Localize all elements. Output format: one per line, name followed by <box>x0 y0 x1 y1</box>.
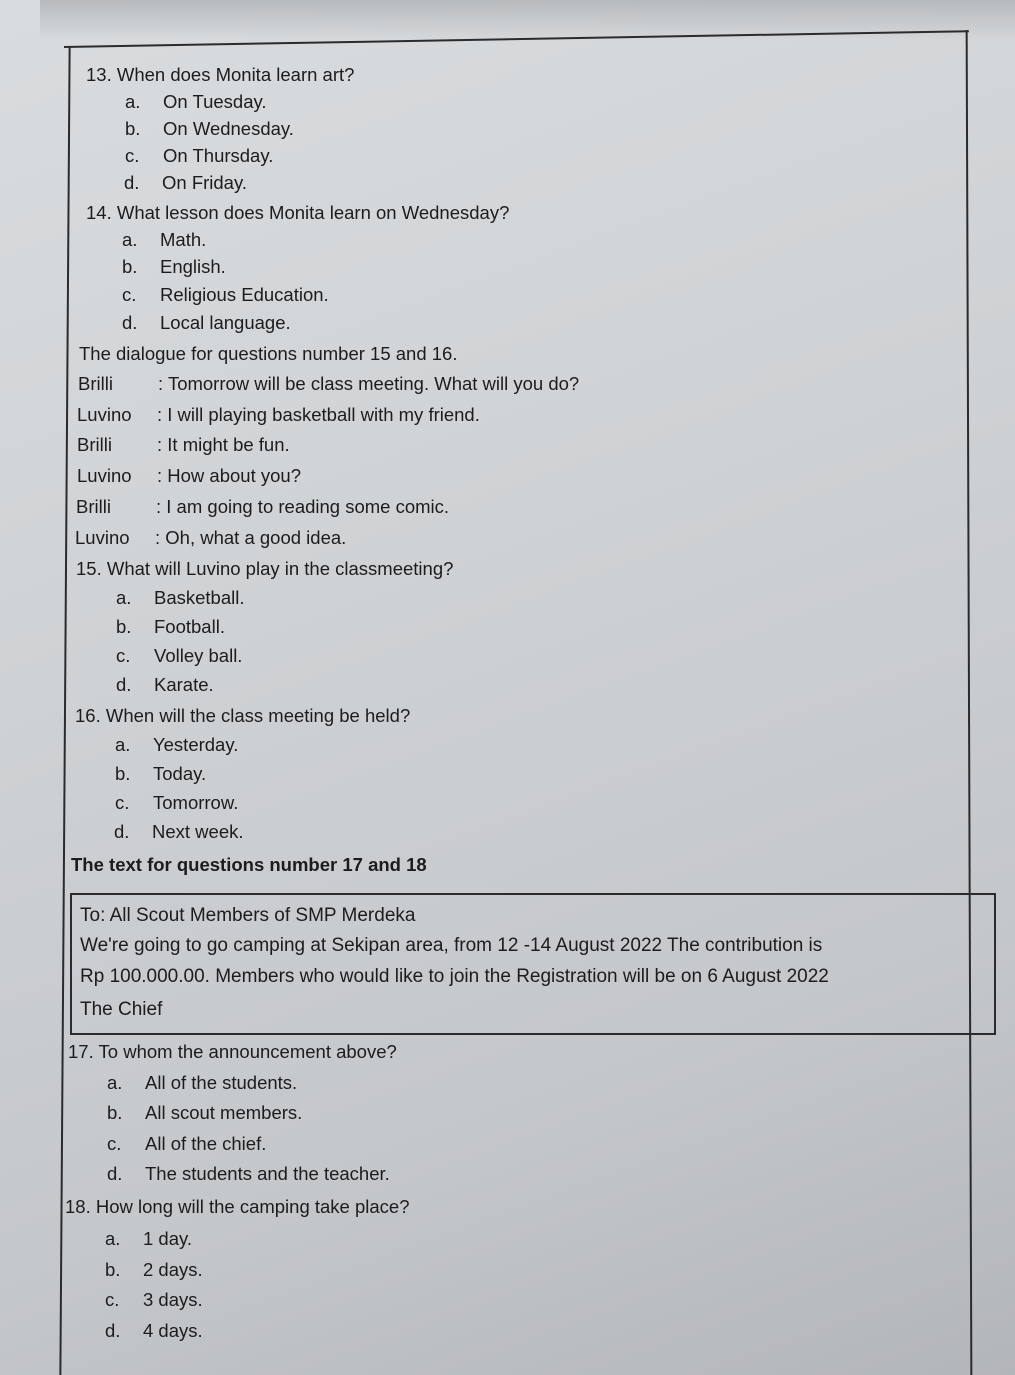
option-letter: a. <box>125 91 141 112</box>
question-17 <box>68 1041 397 1063</box>
option-letter: d. <box>107 1163 123 1184</box>
option-text: Religious Education. <box>160 284 329 305</box>
page-border-top <box>64 30 969 48</box>
option-text: Basketball. <box>154 587 245 608</box>
question-13-option-a <box>125 91 267 113</box>
option-letter: b. <box>116 616 132 637</box>
option-text: Today. <box>153 763 207 784</box>
question-17-option-b <box>107 1102 302 1124</box>
option-text: 4 days. <box>143 1320 203 1341</box>
question-18-option-a <box>105 1228 192 1250</box>
question-number: 15. <box>76 558 102 579</box>
announcement-recipient: To: All Scout Members of SMP Merdeka <box>80 905 416 926</box>
dialogue-line <box>77 404 480 426</box>
question-15-option-b <box>116 616 225 638</box>
option-text: Tomorrow. <box>153 792 239 813</box>
question-14-option-b <box>122 256 226 278</box>
option-letter: a. <box>122 229 138 250</box>
question-text: What lesson does Monita learn on Wednesday? <box>116 202 510 223</box>
option-text: All scout members. <box>145 1102 303 1123</box>
option-letter: d. <box>122 312 138 333</box>
dialogue-line <box>76 496 449 518</box>
question-15-option-a <box>116 587 245 609</box>
dialogue-text: : It might be fun. <box>157 434 290 455</box>
option-letter: c. <box>107 1133 122 1154</box>
dialogue-text: : Oh, what a good idea. <box>155 527 347 548</box>
dialogue-text: : I will playing basketball with my friend. <box>157 404 480 425</box>
option-letter: d. <box>116 674 132 695</box>
dialogue-line <box>75 527 346 549</box>
question-18-option-b <box>105 1259 203 1281</box>
dialogue-text: : How about you? <box>157 465 301 486</box>
option-text: Next week. <box>152 821 244 842</box>
announcement-body-line: We're going to go camping at Sekipan area, from 12 -14 August 2022 The contribution is <box>80 935 823 956</box>
question-13-option-c <box>125 145 273 167</box>
dialogue-text: : I am going to reading some comic. <box>156 496 450 517</box>
dialogue-speaker: Luvino <box>75 527 130 548</box>
option-letter: a. <box>115 734 131 755</box>
option-text: On Wednesday. <box>163 118 294 139</box>
dialogue-speaker: Brilli <box>76 496 111 517</box>
announcement-signature: The Chief <box>80 999 163 1020</box>
dialogue-speaker: Brilli <box>77 434 112 455</box>
dialogue-speaker: Luvino <box>77 465 132 486</box>
option-text: 1 day. <box>143 1228 193 1249</box>
question-14-option-a <box>122 229 206 251</box>
option-letter: c. <box>105 1289 120 1310</box>
option-letter: a. <box>107 1072 123 1093</box>
option-letter: c. <box>115 792 130 813</box>
announcement-body-line: Rp 100.000.00. Members who would like to join the Registration will be on 6 August 2022 <box>80 966 829 987</box>
question-14-option-d <box>122 312 291 334</box>
question-18-option-c <box>105 1289 203 1311</box>
dialogue-line <box>77 465 301 487</box>
option-text: Karate. <box>154 674 214 695</box>
question-17-option-c <box>107 1133 266 1155</box>
option-text: Math. <box>160 229 207 250</box>
question-text: What will Luvino play in the classmeeting? <box>106 558 454 579</box>
question-text: When does Monita learn art? <box>116 64 355 85</box>
option-letter: a. <box>116 587 132 608</box>
option-text: Football. <box>154 616 225 637</box>
question-14 <box>86 202 509 224</box>
option-text: All of the chief. <box>145 1133 267 1154</box>
question-15-option-c <box>116 645 242 667</box>
dialogue-line <box>77 434 290 456</box>
option-text: Volley ball. <box>154 645 243 666</box>
option-letter: b. <box>105 1259 121 1280</box>
question-text: When will the class meeting be held? <box>105 705 411 726</box>
question-number: 13. <box>86 64 112 85</box>
question-text: How long will the camping take place? <box>95 1196 410 1217</box>
option-letter: a. <box>105 1228 121 1249</box>
question-16-option-c <box>115 792 238 814</box>
text-intro: The text for questions number 17 and 18 <box>71 854 427 875</box>
question-number: 16. <box>75 705 101 726</box>
question-15 <box>76 558 453 580</box>
question-text: To whom the announcement above? <box>98 1041 397 1062</box>
question-16-option-d <box>114 821 244 843</box>
question-13-option-b <box>125 118 294 140</box>
question-16-option-a <box>115 734 238 756</box>
option-letter: b. <box>115 763 131 784</box>
page-border-right <box>966 30 973 1375</box>
question-13-option-d <box>124 172 247 194</box>
question-number: 18. <box>65 1196 91 1217</box>
question-16-option-b <box>115 763 206 785</box>
option-text: On Friday. <box>162 172 247 193</box>
dialogue-text: : Tomorrow will be class meeting. What will you do? <box>158 373 580 394</box>
option-text: On Thursday. <box>163 145 274 166</box>
question-18 <box>65 1196 410 1218</box>
option-text: Local language. <box>160 312 291 333</box>
question-15-option-d <box>116 674 214 696</box>
option-letter: c. <box>122 284 137 305</box>
question-14-option-c <box>122 284 329 306</box>
dialogue-intro: The dialogue for questions number 15 and 16. <box>79 343 458 364</box>
option-text: Yesterday. <box>153 734 239 755</box>
question-17-option-d <box>107 1163 390 1185</box>
dialogue-speaker: Luvino <box>77 404 132 425</box>
question-number: 17. <box>68 1041 94 1062</box>
option-text: On Tuesday. <box>163 91 267 112</box>
option-letter: d. <box>114 821 130 842</box>
option-text: The students and the teacher. <box>145 1163 390 1184</box>
dialogue-speaker: Brilli <box>78 373 113 394</box>
question-16 <box>75 705 410 727</box>
option-letter: c. <box>125 145 140 166</box>
option-text: English. <box>160 256 226 277</box>
option-letter: d. <box>105 1320 121 1341</box>
question-18-option-d <box>105 1320 203 1342</box>
page-border-left <box>59 46 70 1375</box>
option-letter: c. <box>116 645 131 666</box>
option-text: 2 days. <box>143 1259 203 1280</box>
option-letter: b. <box>122 256 138 277</box>
announcement-box <box>70 893 996 1035</box>
option-letter: b. <box>107 1102 123 1123</box>
question-17-option-a <box>107 1072 297 1094</box>
option-text: 3 days. <box>143 1289 203 1310</box>
option-text: All of the students. <box>145 1072 298 1093</box>
question-13 <box>86 64 354 86</box>
option-letter: b. <box>125 118 141 139</box>
question-number: 14. <box>86 202 112 223</box>
dialogue-line <box>78 373 579 395</box>
option-letter: d. <box>124 172 140 193</box>
